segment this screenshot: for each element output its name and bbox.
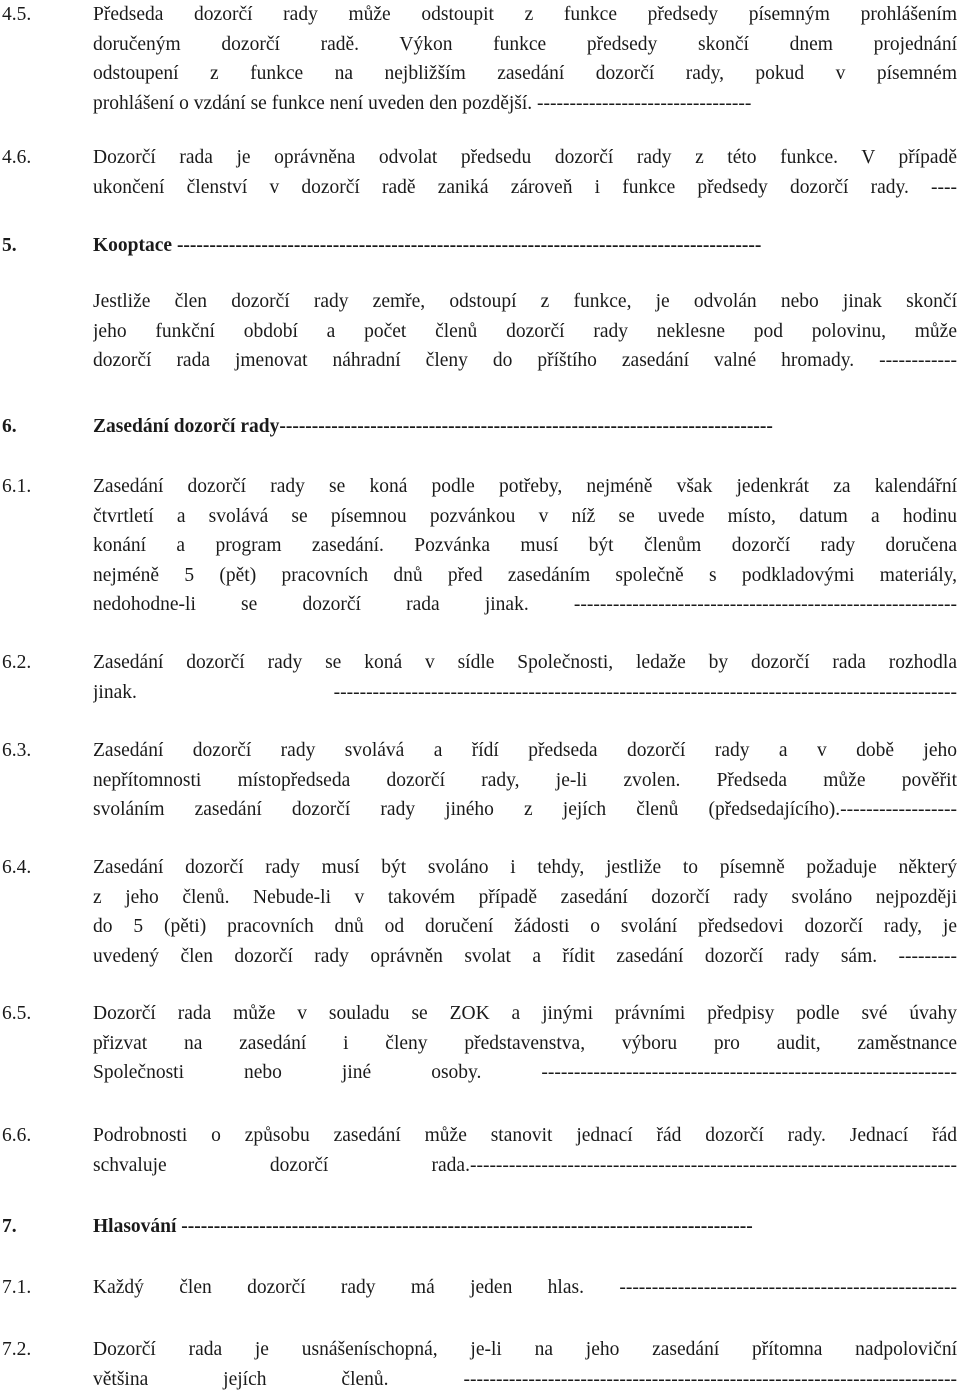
clause-text [93,736,957,825]
text-line: Společnosti nebo jiné osoby. ---------------------------------------------------------------- [93,1062,957,1083]
text-line: Podrobnosti o způsobu zasedání může stanovit jednací řád dozorčí rady. Jednací řád [93,1125,957,1146]
clause-text [93,472,957,620]
text-line: doručeným dozorčí radě. Výkon funkce předsedy skončí dnem projednání [93,33,957,55]
clause-text [93,143,957,202]
clause-number: 4.5. [2,4,32,25]
text-line: nejméně 5 (pět) pracovních dnů před zasedáním společně s podkladovými materiály, [93,564,957,586]
clause-number: 4.6. [2,147,32,168]
text-line: z jeho členů. Nebude-li v takovém případě zasedání dozorčí rady svoláno nejpozději [93,886,957,908]
text-line: schvaluje dozorčí rada.--------------------------------------------------------------------------- [93,1154,957,1176]
clause-text [93,853,957,971]
clause-number: 6.4. [2,857,32,878]
text-line: odstoupení z funkce na nejbližším zasedání dozorčí rady, pokud v písemném [93,63,957,84]
text-line: Předseda dozorčí rady může odstoupit z funkce předsedy písemným prohlášením [93,4,957,25]
section-title [93,231,957,261]
clause-text [93,999,957,1088]
text-line: do 5 (pěti) pracovních dnů od doručení žádosti o svolání předsedovi dozorčí rady, je [93,916,957,937]
clause-text [93,1335,957,1394]
text-line: Dozorčí rada je oprávněna odvolat předsedu dozorčí rady z této funkce. V případě [93,147,957,168]
text-line: čtvrtletí a svolává se písemnou pozvánkou v níž se uvede místo, datum a hodinu [93,505,957,527]
text-line: Jestliže člen dozorčí rady zemře, odstoupí z funkce, je odvolán nebo jinak skončí [93,291,957,312]
section-number: 5. [2,235,17,256]
clause-number: 6.5. [2,1003,32,1024]
clause-number: 6.2. [2,652,32,673]
text-line: svoláním zasedání dozorčí rady jiného z jejích členů (předsedajícího).------------------ [93,799,957,820]
text-line: ukončení členství v dozorčí radě zaniká zároveň i funkce předsedy dozorčí rady. ---- [93,176,957,198]
clause-number: 7.1. [2,1277,32,1298]
text-line: většina jejích členů. ---------------------------------------------------------------------------- [93,1368,957,1390]
section-title [93,1212,957,1242]
text-line: Zasedání dozorčí rady se koná podle potřeby, nejméně však jedenkrát za kalendářní [93,476,957,497]
clause-number: 7.2. [2,1339,32,1360]
clause-number: 6.3. [2,740,32,761]
clause-text [93,1273,957,1303]
text-line: jinak. ------------------------------------------------------------------------------------------------ [93,681,957,703]
text-line: jeho funkční období a počet členů dozorčí rady neklesne pod polovinu, může [93,320,957,342]
heading-line: Kooptace ------------------------------------------------------------------------------------------ [93,235,762,256]
section-number: 6. [2,416,17,437]
section-number: 7. [2,1216,17,1237]
text-line: Dozorčí rada může v souladu se ZOK a jinými právními předpisy podle své úvahy [93,1003,957,1024]
text-line: Dozorčí rada je usnášeníschopná, je-li na jeho zasedání přítomna nadpoloviční [93,1339,957,1360]
paragraph-text [93,287,957,376]
text-line: Každý člen dozorčí rady má jeden hlas. ---------------------------------------------------- [93,1277,957,1298]
text-line: nedohodne-li se dozorčí rada jinak. ----------------------------------------------------------- [93,594,957,615]
text-line: Zasedání dozorčí rady musí být svoláno i tehdy, jestliže to písemně požaduje některý [93,857,957,878]
clause-text [93,0,957,118]
text-line: nepřítomnosti místopředseda dozorčí rady, je-li zvolen. Předseda může pověřit [93,769,957,791]
clause-number: 6.1. [2,476,32,497]
heading-line: Hlasování ---------------------------------------------------------------------------------------- [93,1216,753,1237]
text-line: konání a program zasedání. Pozvánka musí být členům dozorčí rady doručena [93,535,957,556]
text-line: uvedený člen dozorčí rady oprávněn svolat a řídit zasedání dozorčí rady sám. --------- [93,945,957,967]
text-line: Zasedání dozorčí rady se koná v sídle Společnosti, ledaže by dozorčí rada rozhodla [93,652,957,673]
text-line: Zasedání dozorčí rady svolává a řídí předseda dozorčí rady a v době jeho [93,740,957,761]
clause-text [93,1121,957,1180]
text-line: přizvat na zasedání i členy představenstva, výboru pro audit, zaměstnance [93,1032,957,1054]
section-title [93,412,957,442]
clause-text [93,648,957,707]
clause-number: 6.6. [2,1125,32,1146]
heading-line: Zasedání dozorčí rady---------------------------------------------------------------------------- [93,416,773,437]
text-line: prohlášení o vzdání se funkce není uveden den pozdější. --------------------------------- [93,92,752,114]
text-line: dozorčí rada jmenovat náhradní členy do příštího zasedání valné hromady. ------------ [93,350,957,371]
